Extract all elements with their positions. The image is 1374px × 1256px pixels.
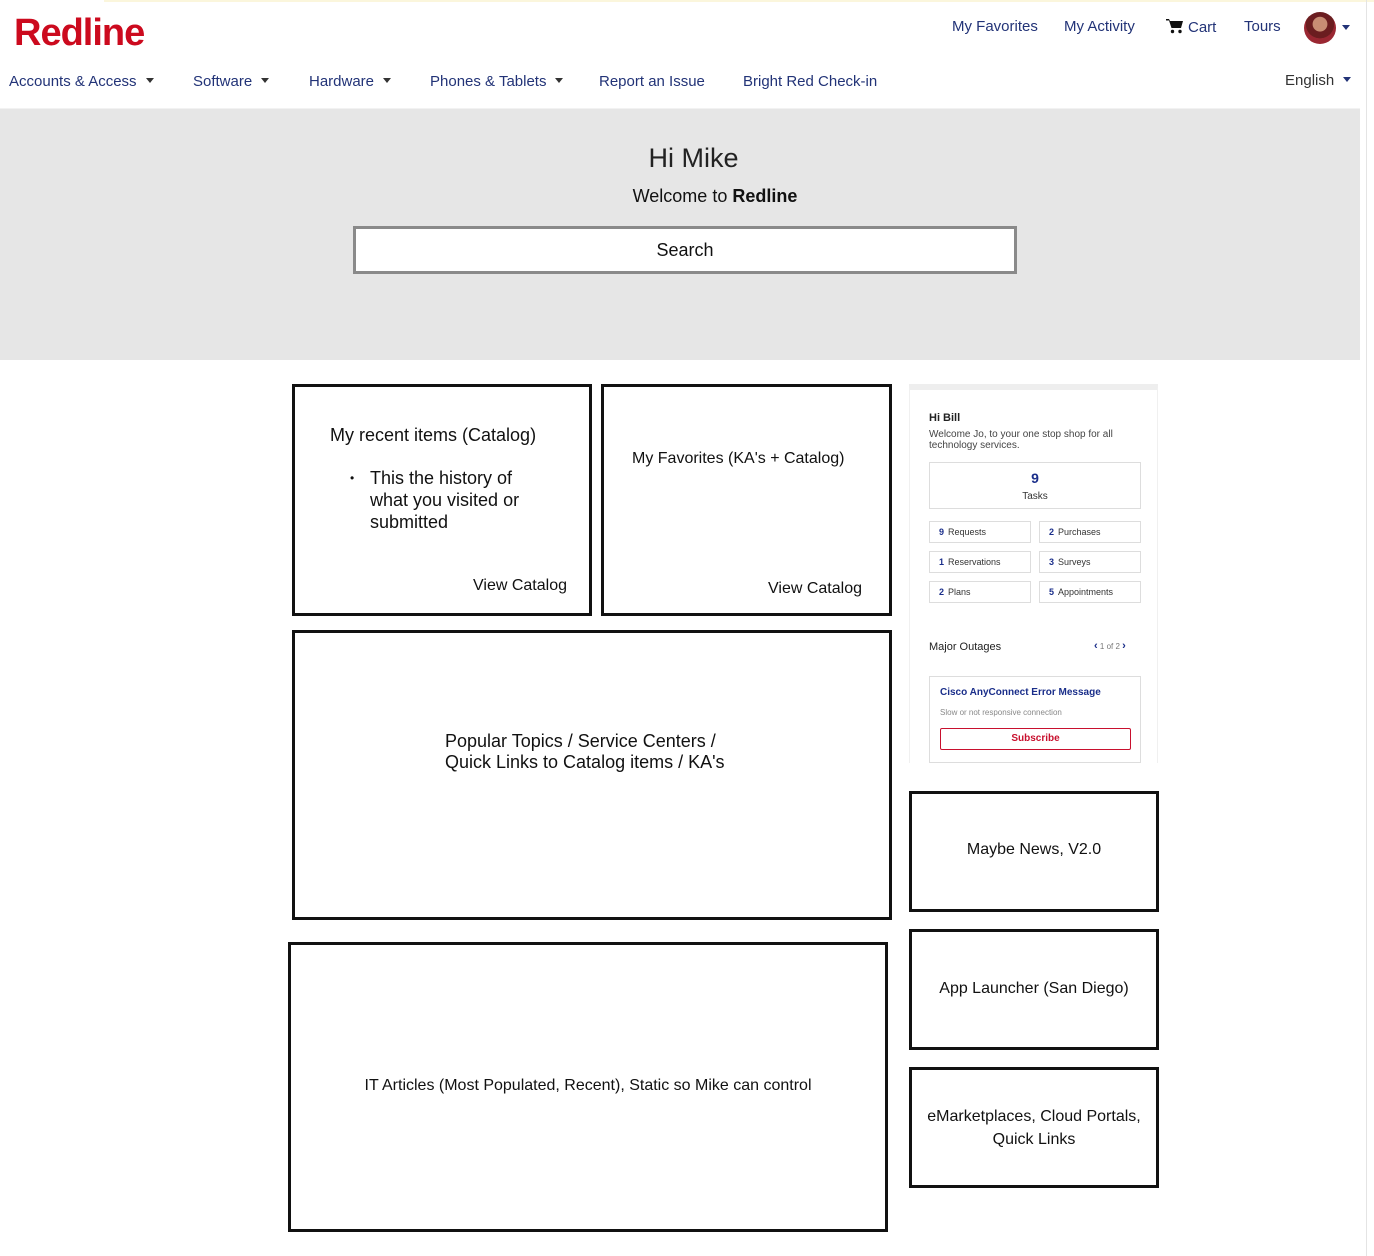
pager-label: 1 of 2 <box>1099 642 1120 651</box>
hero-welcome <box>0 186 1374 207</box>
welcome-prefix: Welcome to <box>632 186 728 206</box>
favorites-box <box>601 384 892 616</box>
stat-label: Reservations <box>948 557 1001 567</box>
cart-label: Cart <box>1188 19 1217 36</box>
stat-label: Surveys <box>1058 557 1091 567</box>
popular-topics-line: Popular Topics / Service Centers / <box>445 731 716 751</box>
stat-requests[interactable] <box>929 521 1031 543</box>
nav-label: Software <box>193 73 253 90</box>
my-activity-link[interactable]: My Activity <box>1064 18 1135 35</box>
stat-count: 2 <box>939 587 945 597</box>
widget-greeting: Hi Bill <box>929 412 961 424</box>
tasks-label: Tasks <box>1022 491 1048 502</box>
stat-label: Plans <box>948 587 971 597</box>
recent-items-list <box>350 467 550 533</box>
top-border <box>104 0 1374 2</box>
stat-label: Appointments <box>1058 587 1114 597</box>
chevron-left-icon[interactable]: ‹ <box>1094 640 1098 652</box>
redline-logo[interactable]: Redline <box>14 12 145 54</box>
stat-plans[interactable] <box>929 581 1031 603</box>
it-articles-box <box>288 942 888 1232</box>
nav-phones-tablets[interactable] <box>430 73 563 90</box>
nav-label: Hardware <box>309 73 375 90</box>
view-catalog-link[interactable]: View Catalog <box>473 577 567 594</box>
major-outages-title: Major Outages <box>929 641 1002 653</box>
app-launcher-text: App Launcher (San Diego) <box>939 980 1129 997</box>
stat-purchases[interactable] <box>1039 521 1141 543</box>
stat-count: 5 <box>1049 587 1055 597</box>
emarketplaces-line: eMarketplaces, Cloud Portals, <box>927 1108 1141 1125</box>
stat-count: 2 <box>1049 527 1055 537</box>
top-links <box>0 18 1374 40</box>
stat-appointments[interactable] <box>1039 581 1141 603</box>
cart-link[interactable] <box>1166 18 1216 36</box>
nav-label: Accounts & Access <box>9 73 137 90</box>
language-label: English <box>1285 72 1335 89</box>
caret-down-icon <box>261 78 269 83</box>
nav-software[interactable] <box>193 73 269 90</box>
popular-topics-line: Quick Links to Catalog items / KA's <box>445 752 725 772</box>
favorites-title: My Favorites (KA's + Catalog) <box>632 450 845 467</box>
recent-items-box <box>292 384 592 616</box>
subscribe-button[interactable]: Subscribe <box>940 728 1131 750</box>
stat-count: 9 <box>939 527 945 537</box>
hero-greeting: Hi Mike <box>648 143 739 173</box>
chevron-right-icon[interactable]: › <box>1122 640 1126 652</box>
tours-link[interactable]: Tours <box>1244 18 1281 35</box>
search-input[interactable]: Search <box>353 226 1017 274</box>
user-avatar[interactable] <box>1304 12 1336 44</box>
popular-topics-box <box>292 630 892 920</box>
recent-items-bullet: • This the history of what you visited or submitted <box>350 467 550 533</box>
emarketplaces-box <box>909 1067 1159 1188</box>
welcome-brand: Redline <box>732 186 798 206</box>
stat-surveys[interactable] <box>1039 551 1141 573</box>
app-launcher-box <box>909 929 1159 1050</box>
stat-label: Requests <box>948 527 987 537</box>
tasks-count: 9 <box>1031 470 1039 486</box>
caret-down-icon <box>146 78 154 83</box>
caret-down-icon <box>1343 77 1351 82</box>
news-text: Maybe News, V2.0 <box>966 841 1102 858</box>
chevron-down-icon[interactable] <box>1342 25 1350 30</box>
language-selector[interactable] <box>1285 72 1351 89</box>
caret-down-icon <box>383 78 391 83</box>
outage-card <box>929 676 1141 763</box>
outage-subtitle: Slow or not responsive connection <box>940 708 1062 717</box>
nav-hardware[interactable] <box>309 73 391 90</box>
caret-down-icon <box>555 78 563 83</box>
portal-widget <box>909 384 1158 763</box>
my-favorites-link[interactable]: My Favorites <box>952 18 1038 35</box>
popular-topics-text <box>445 731 725 773</box>
it-articles-text: IT Articles (Most Populated, Recent), Static so Mike can control <box>364 1077 812 1094</box>
nav-report-issue[interactable]: Report an Issue <box>599 73 705 90</box>
stat-label: Purchases <box>1058 527 1101 537</box>
nav-bright-red-checkin[interactable]: Bright Red Check-in <box>743 73 878 90</box>
stat-count: 1 <box>939 557 945 567</box>
outages-pager <box>1094 640 1126 652</box>
stat-reservations[interactable] <box>929 551 1031 573</box>
widget-welcome: Welcome Jo, to your one stop shop for all technology services. <box>929 429 1113 451</box>
main-nav <box>0 73 1374 93</box>
emarketplaces-line: Quick Links <box>992 1131 1076 1148</box>
news-box <box>909 791 1159 912</box>
nav-accounts-access[interactable] <box>9 73 154 90</box>
stat-count: 3 <box>1049 557 1055 567</box>
shopping-cart-icon <box>1166 18 1184 34</box>
emarketplaces-text <box>912 1105 1156 1151</box>
outage-title[interactable]: Cisco AnyConnect Error Message <box>940 687 1101 698</box>
view-catalog-link[interactable]: View Catalog <box>768 580 862 597</box>
nav-label: Phones & Tablets <box>430 73 547 90</box>
tasks-summary[interactable] <box>929 462 1141 509</box>
recent-items-title: My recent items (Catalog) <box>330 425 537 445</box>
